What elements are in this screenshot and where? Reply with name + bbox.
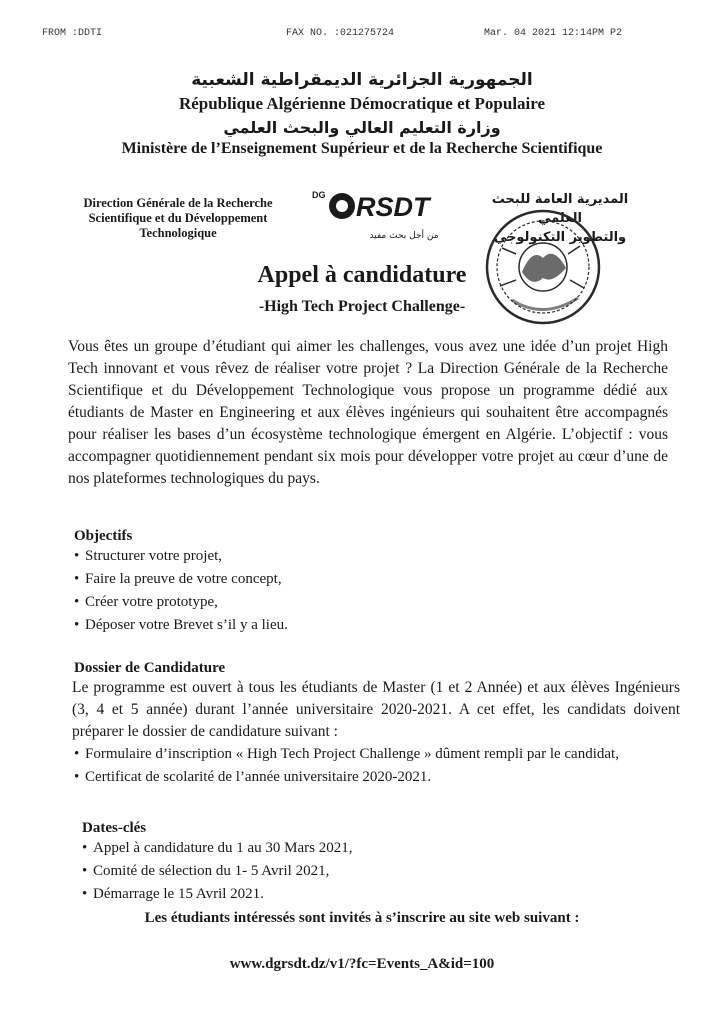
logo-prefix: DG: [312, 190, 326, 200]
logo-graphic: [312, 184, 442, 244]
list-item: • Comité de sélection du 1- 5 Avril 2021,: [82, 860, 682, 883]
list-item: • Formulaire d’inscription « High Tech Project Challenge » dûment rempli par le candidat,: [74, 743, 680, 766]
direction-line: Technologique: [139, 226, 217, 240]
ministry-arabic: وزارة التعليم العالي والبحث العلمي: [223, 118, 501, 137]
footer-invite: Les étudiants intéressés sont invités à s’inscrire au site web suivant :: [144, 910, 580, 926]
dossier-section: [74, 660, 680, 789]
ministry-french: Ministère de l’Enseignement Supérieur et de la Recherche Scientifique: [121, 140, 603, 157]
republic-french: République Algérienne Démocratique et Populaire: [178, 94, 546, 113]
direction-line: Scientifique et du Développement: [88, 211, 268, 225]
dossier-heading: Dossier de Candidature: [74, 660, 226, 676]
logo-tagline: من أجل بحث مفيد: [369, 231, 439, 241]
dates-list: [82, 837, 682, 906]
footer-url[interactable]: www.dgrsdt.dz/v1/?fc=Events_A&id=100: [229, 956, 495, 972]
list-item: • Appel à candidature du 1 au 30 Mars 2021,: [82, 837, 682, 860]
list-item: • Certificat de scolarité de l’année universitaire 2020-2021.: [74, 766, 680, 789]
list-item: • Démarrage le 15 Avril 2021.: [82, 883, 682, 906]
dgrsdt-logo: [312, 184, 442, 244]
fax-from: FROM :DDTI: [42, 28, 103, 39]
objectifs-list: [74, 545, 674, 637]
dates-section: [82, 820, 682, 906]
direction-line: Direction Générale de la Recherche: [83, 196, 273, 210]
direction-ar-line: المديرية العامة للبحث العلمي: [491, 192, 629, 226]
list-item: • Structurer votre projet,: [74, 545, 674, 568]
logo-globe-core: [336, 200, 348, 212]
list-item: • Faire la preuve de votre concept,: [74, 568, 674, 591]
page-subtitle: -High Tech Project Challenge-: [258, 298, 466, 315]
fax-datetime: Mar. 04 2021 12:14PM P2: [484, 28, 623, 39]
republic-arabic: الجمهورية الجزائرية الديمقراطية الشعبية: [191, 70, 533, 90]
dossier-list: [74, 743, 680, 789]
dates-heading: Dates-clés: [82, 820, 147, 836]
logo-text: RSDT: [356, 192, 430, 222]
list-item: • Déposer votre Brevet s’il y a lieu.: [74, 614, 674, 637]
direction-ar-line: والتطوير التكنولوجي: [493, 230, 627, 245]
page-title: Appel à candidature: [257, 262, 467, 288]
intro-paragraph: Vous êtes un groupe d’étudiant qui aimer les challenges, vous avez une idée d’un projet High Tech innovant et vous rêvez de réaliser votre projet ? La Direction Générale de la Recherche Scientifique et du Développement Technologique vous propose un programme dédié aux étudiants de Master en Engineering et aux élèves ingénieurs qui souhaitent être accompagnés pour réaliser les bases d’un écosystème technologique émergent en Algérie. L’objectif : vous accompagner quotidiennement pendant six mois pour développer votre projet au cœur d’une de nos plateformes technologiques du pays.: [68, 338, 668, 487]
list-item: • Créer votre prototype,: [74, 591, 674, 614]
dossier-text: Le programme est ouvert à tous les étudiants de Master (1 et 2 Année) et aux élèves Ingénieurs (3, 4 et 5 année) durant l’année universitaire 2020-2021. A cet effet, les candidats doivent préparer le dossier de candidature suivant :: [72, 679, 680, 740]
objectifs-section: [74, 528, 674, 637]
fax-number: FAX NO. :021275724: [286, 28, 395, 39]
objectifs-heading: Objectifs: [74, 528, 133, 544]
direction-french: [58, 196, 298, 241]
